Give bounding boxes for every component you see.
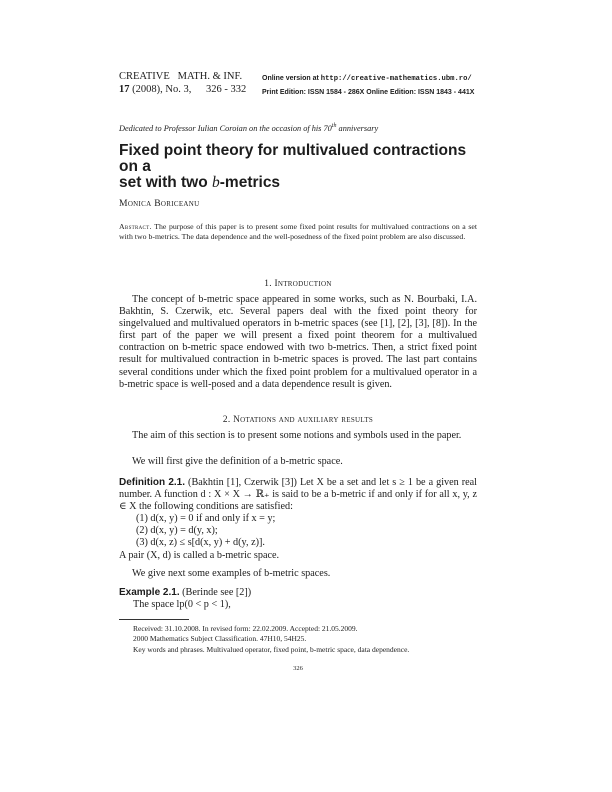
journal-volume: 17 [119,84,130,95]
example-space-line: The space lp(0 < p < 1), [133,599,231,610]
received-dates: Received: 31.10.2008. In revised form: 22.02.2009. Accepted: 21.05.2009. [133,624,358,633]
author-name: Monica Boriceanu [119,198,200,209]
footnote-rule [119,619,189,620]
definition-intro: We will first give the definition of a b-metric space. [132,456,343,467]
definition-label: Definition 2.1. [119,477,186,488]
condition-item: (2) d(x, y) = d(y, x); [136,525,218,537]
abstract-label: Abstract. [119,222,152,231]
journal-issue [119,83,246,96]
footnotes [133,624,409,655]
page-number: 326 [293,665,303,672]
abstract-text: The purpose of this paper is to present some fixed point results for multivalued contractions on a set with two b-metrics. The data dependence and the well-posedness of the fixed point problem are also discussed. [119,222,477,242]
example-source: (Berinde see [2]) [182,587,252,598]
condition-item: (3) d(x, z) ≤ s[d(x, y) + d(y, z)]. [136,537,265,549]
online-url[interactable]: http://creative-mathematics.ubm.ro/ [320,75,472,83]
journal-year-issue: (2008), No. 3, [132,84,192,95]
definition-conditions [136,513,275,549]
section-heading-introduction: 1. Introduction [264,279,332,289]
abstract [119,222,477,242]
aim-paragraph: The aim of this section is to present some notions and symbols used in the paper. [132,430,462,441]
condition-item: (1) d(x, y) = 0 if and only if x = y; [136,513,276,524]
dedication: Dedicated to Professor Iulian Coroian on the occasion of his 70th anniversary [119,123,379,133]
pair-definition: A pair (X, d) is called a b-metric space. [119,550,280,561]
journal-name: CREATIVE MATH. & INF. [119,71,243,82]
keywords: Key words and phrases. Multivalued operator, fixed point, b-metric space, data dependence. [133,644,410,654]
msc-classification: 2000 Mathematics Subject Classification. 47H10, 54H25. [133,634,307,644]
online-info [262,72,474,99]
paper-title: Fixed point theory for multivalued contractions on a set with two b-metrics [119,142,467,191]
journal-pages: 326 - 332 [205,84,247,95]
online-version: Online version at http://creative-mathematics.ubm.ro/ [262,75,472,83]
example-heading [119,587,477,599]
examples-intro: We give next some examples of b-metric spaces. [132,568,331,579]
definition-source: (Bakhtin [1], Czerwik [3]) [188,477,297,488]
section-heading-notations: 2. Notations and auxiliary results [222,415,374,425]
definition-block [119,477,477,513]
journal-header [119,70,246,96]
definition-text: Let X be a set and let s ≥ 1 be a given real number. A function d : X × X → ℝ₊ is said to be a b-metric if and only if for all x, y, z ∈ X the following conditions are satisfied: [119,477,478,513]
print-edition: Print Edition: ISSN 1584 - 286X Online Edition: ISSN 1843 - 441X [262,89,475,96]
intro-paragraph: The concept of b-metric space appeared in some works, such as N. Bourbaki, I.A. Bakhtin, S. Czerwik, etc. Several papers deal with the fixed point theory for singelvalued and multivalued operators in b-metric spaces (see [1], [2], [3], [8]). In the first part of the paper we will present a fixed point theorem for a multivalued contraction on b-metric space endowed with two b-metrics. Then, a strict fixed point result for multivalued contraction in b-metric spaces is proved. The last part contains several conditions under which the fixed point problem for a multivalued operator in a b-metric space is well-posed and a data dependence result is given. [119,294,477,390]
example-label: Example 2.1. [119,587,180,598]
